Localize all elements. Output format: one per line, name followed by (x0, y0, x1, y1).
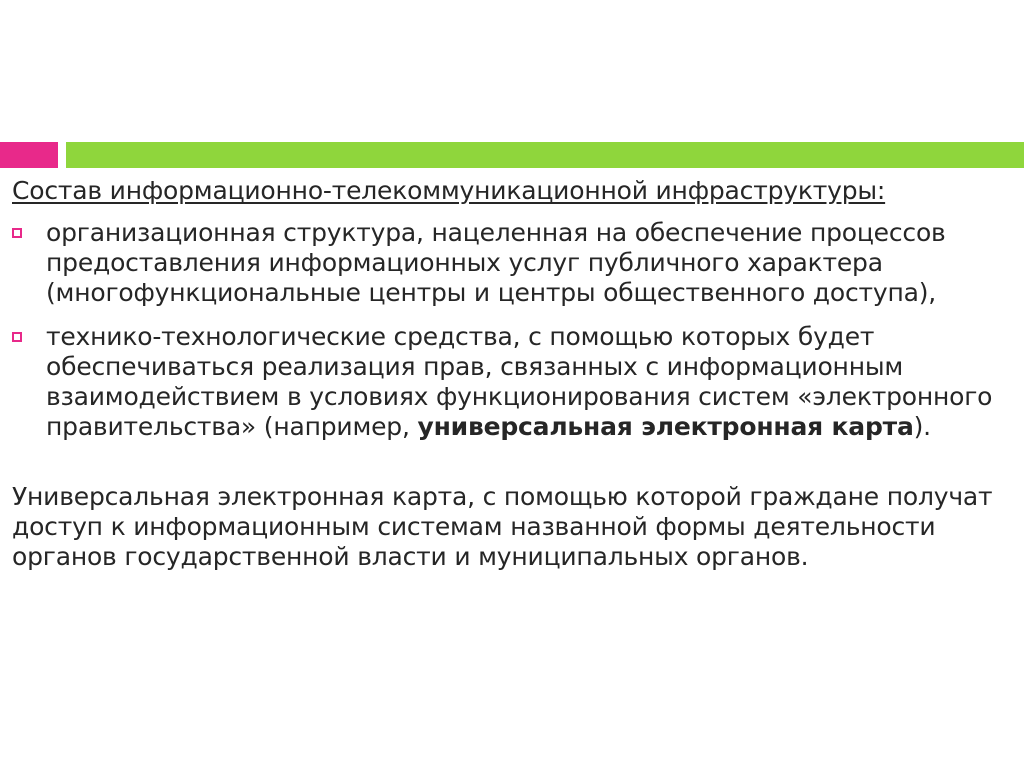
bullet-item-technical-means (12, 322, 1016, 442)
bullet-text (46, 322, 1016, 442)
bullet-text-before: технико-технологические средства, с помощью которых будет обеспечиваться реализация прав, связанных с информационным взаимодействием в условиях функционирования систем «электронного правительства» (например, (46, 322, 993, 441)
accent-bar-green (66, 142, 1024, 168)
bullet-text-bold: универсальная электронная карта (417, 412, 914, 441)
square-outline-icon (12, 332, 22, 342)
bullet-item-organizational-structure (12, 218, 1016, 308)
bullet-text: организационная структура, нацеленная на обеспечение процессов предоставления информационных услуг публичного характера (многофункциональные центры и центры общественного доступа), (46, 218, 946, 307)
bullet-text-after: ). (913, 412, 931, 441)
closing-paragraph: Универсальная электронная карта, с помощью которой граждане получат доступ к информационным системам названной формы деятельности органов государственной власти и муниципальных органов. (12, 482, 993, 571)
slide-heading: Состав информационно-телекоммуникационной инфраструктуры: (12, 176, 886, 205)
bullet-list (12, 218, 1016, 442)
square-outline-icon (12, 228, 22, 238)
accent-bar-pink (0, 142, 58, 168)
slide-content (12, 176, 1016, 572)
